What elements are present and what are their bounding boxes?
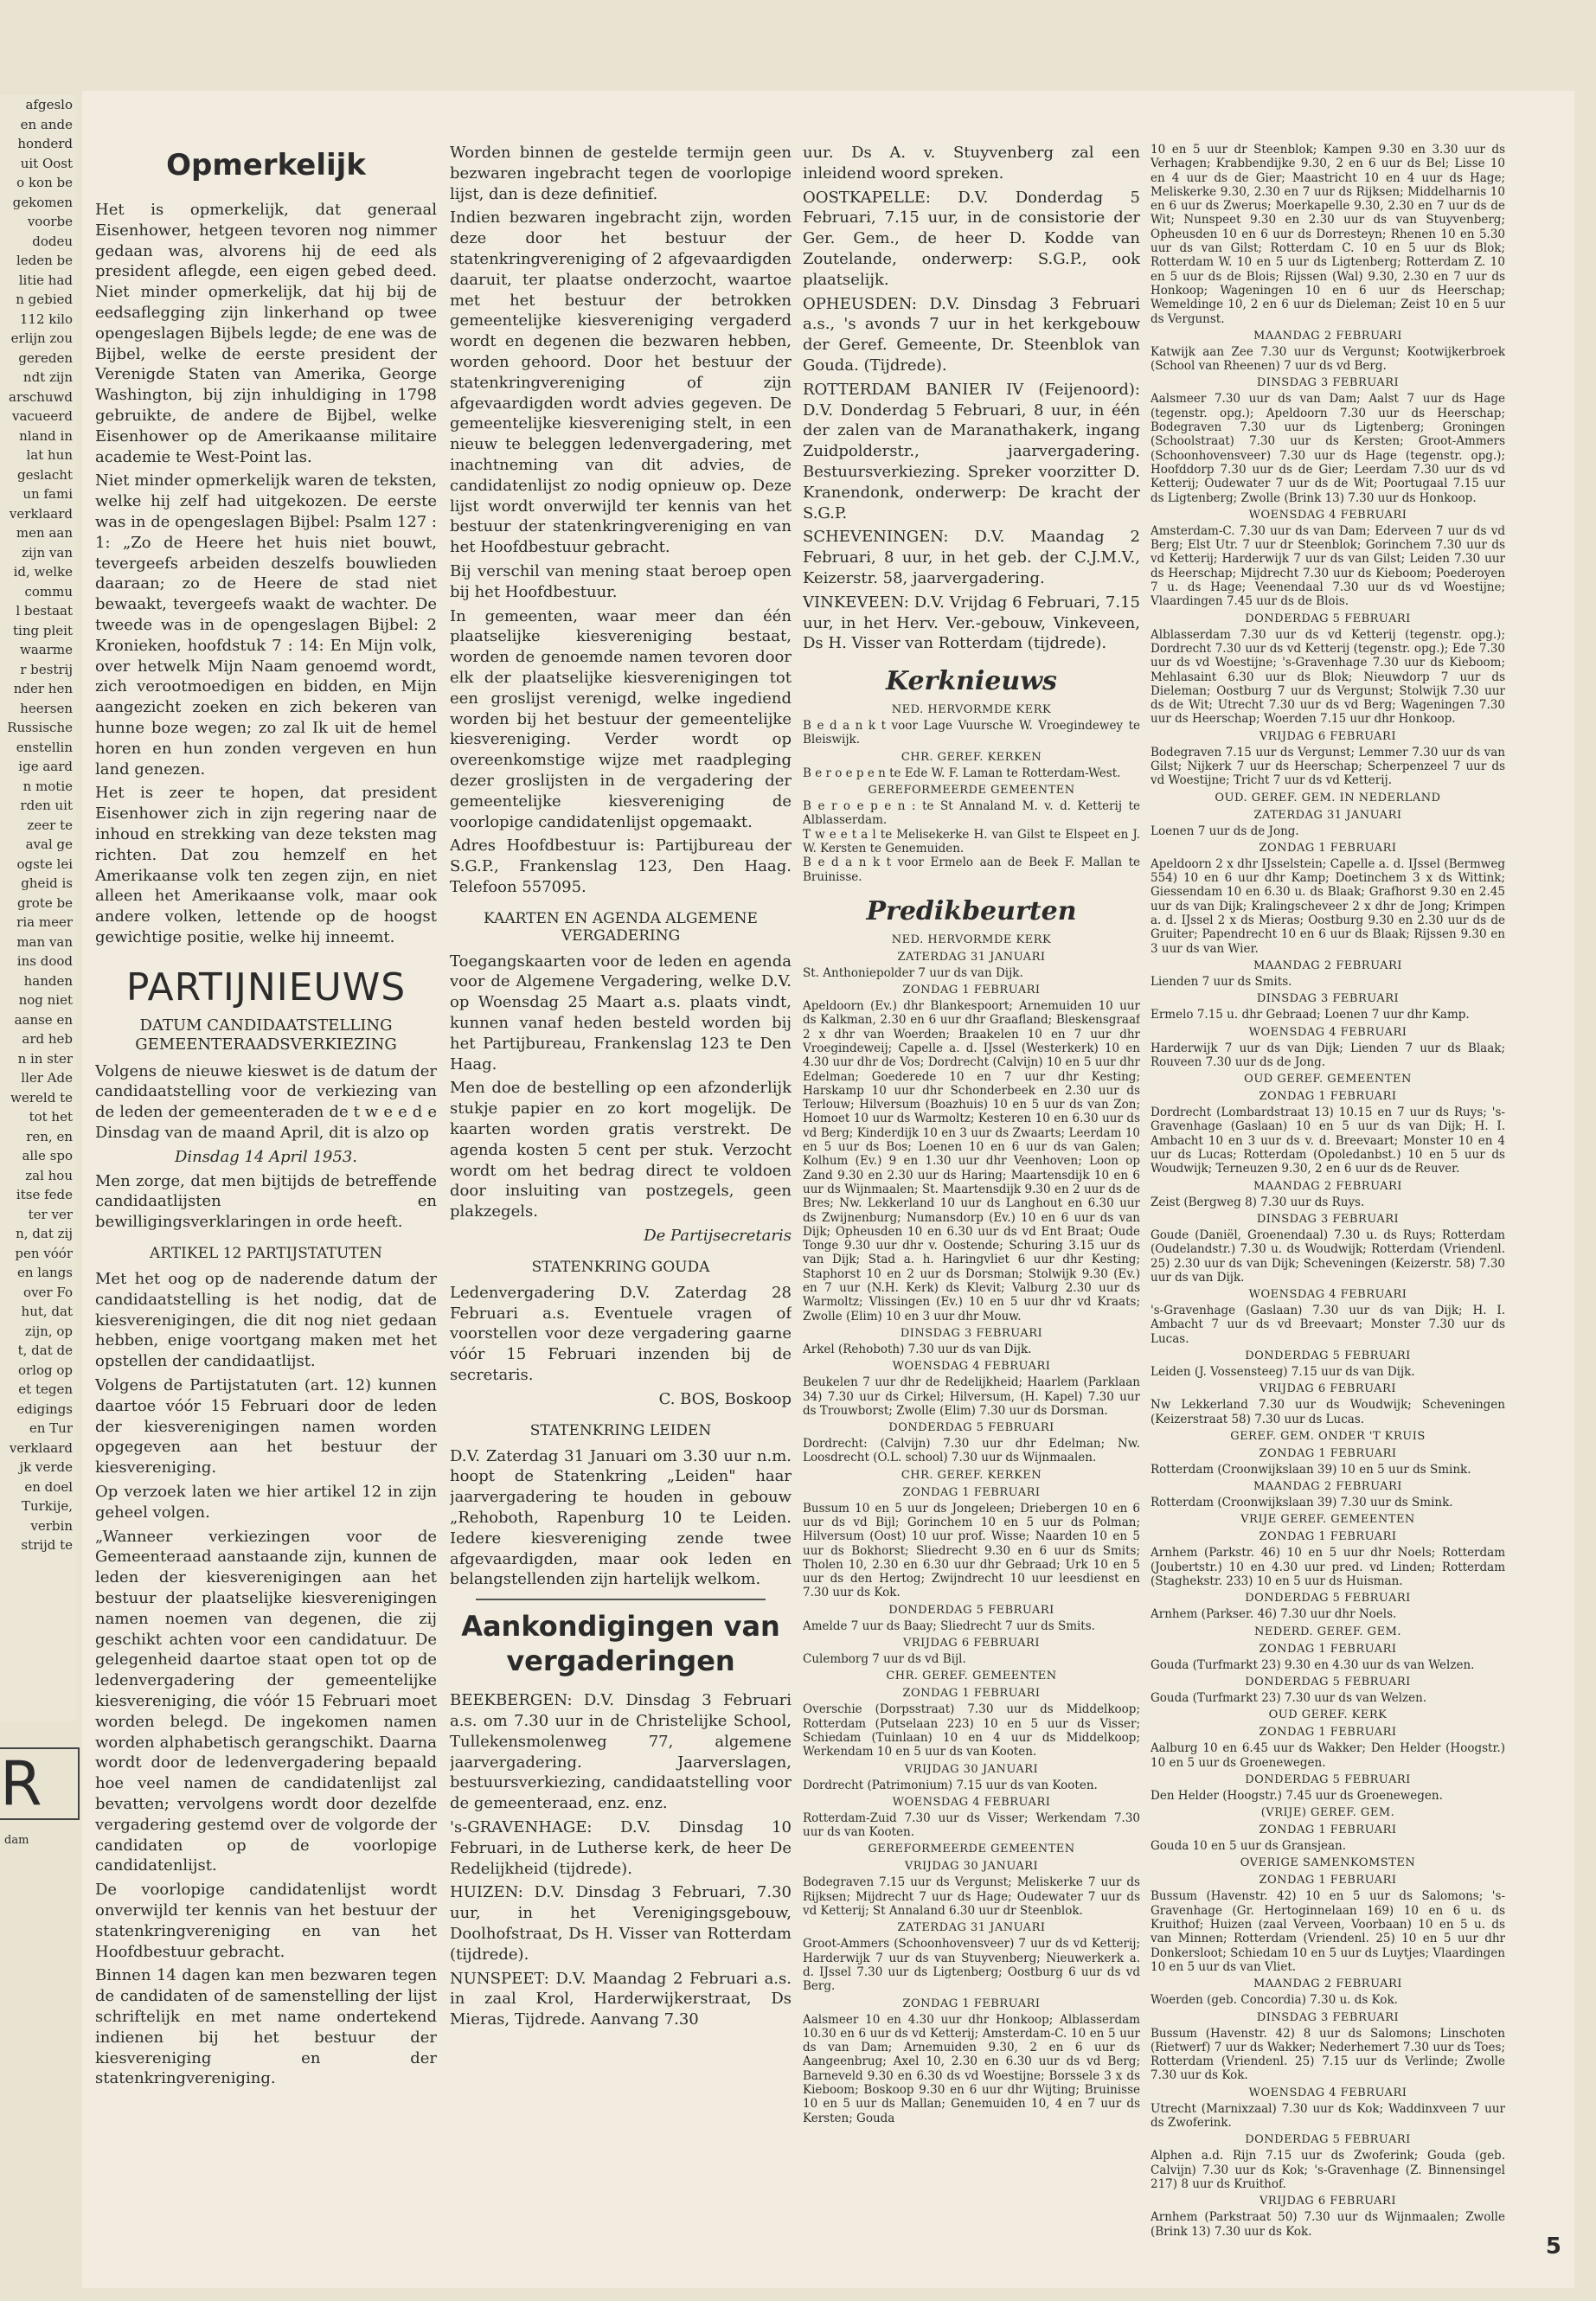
listing-heading: ZONDAG 1 FEBRUARI (902, 1997, 1041, 2010)
paragraph: Men zorge, dat men bijtijds de betreffende candidaatlijsten en bewilligingsverklaringen in orde heeft. (95, 1171, 437, 1232)
listing-heading: DINSDAG 3 FEBRUARI (1256, 992, 1400, 1006)
edge-text-line: heersen (20, 700, 73, 716)
edge-text-line: gheid is (21, 875, 73, 891)
listing-heading: VRIJE GEREF. GEMEENTEN (1240, 1513, 1415, 1527)
listing-text: St. Anthoniepolder 7 uur ds van Dijk. (803, 965, 1023, 980)
kerknieuws-heading: Kerknieuws (886, 666, 1057, 697)
listing-text: Loenen 7 uur ds de Jong. (1151, 824, 1299, 838)
listing-text: 10 en 5 uur dr Steenblok; Kampen 9.30 en 3.30 uur ds Verhagen; Krabbendijke 9.30, 2 en 6 uur ds Bel; Lisse 10 en 4 uur ds de Gier; Maastricht 10 en 4 uur ds Hage; Meliskerke 9.30, 2.30 en 7 uur ds Rijksen; Middelharnis 10 en 6 uur ds Zwerus; Moerkapelle 9.30, 2.30 en 7 uur ds de Wit; Nunspeet 9.30 en 2.30 uur ds van Stuyvenberg; Opheusden 10 en 6 uur ds Dorresteyn; Rhenen 10 en 5.30 uur ds van Gilst; Rotterdam C. 10 en 5 uur ds Blok; Rotterdam W. 10 en 5 uur ds Ligtenberg; Rotterdam Z. 10 en 5 uur ds de Blois; Rijssen (Wal) 9.30, 2.30 en 7 uur ds Honkoop; Wageningen 10 en 6 uur ds Heerschap; Wemeldinge 10, 2 en 6 uur ds Dieleman; Zeist 10 en 5 uur ds Vergunst. (1151, 143, 1505, 326)
page-number: 5 (1545, 2234, 1561, 2259)
listing-text: Gouda (Turfmarkt 23) 7.30 uur ds van Welzen. (1151, 1690, 1427, 1705)
kaarten-heading: KAARTEN EN AGENDA ALGEMENE VERGADERING (484, 909, 758, 945)
edge-text-line: nder hen (13, 681, 73, 696)
listing-heading: DINSDAG 3 FEBRUARI (900, 1326, 1043, 1340)
edge-text-line: itse fede (16, 1187, 73, 1202)
edge-text-line: ller Ade (21, 1070, 73, 1086)
listing-heading: OUD GEREF. KERK (1268, 1708, 1388, 1722)
listing-heading: ZATERDAG 31 JANUARI (897, 950, 1046, 964)
listing-heading: ZONDAG 1 FEBRUARI (902, 1485, 1041, 1499)
listing-text: Bussum (Havenstr. 42) 10 en 5 uur ds Salomons; 's-Gravenhage (Gr. Hertoginnelaan 169) 10 en 6 u. ds Kruithof; Huizen (zaal Verveen, Voorbaan) 10 en 5 u. ds van Minnen; Rotterdam (Vriendenl. 25) 10 en 5 uur dhr Donkersloot; Schiedam 10 en 5 uur ds Luytjes; Vlaardingen 10 en 5 uur ds van Vliet. (1151, 1889, 1505, 1974)
listing-text: Arnhem (Parkstraat 50) 7.30 uur ds Wijnmaalen; Zwolle (Brink 13) 7.30 uur ds Kok. (1151, 2210, 1505, 2239)
edge-text-line: zeer te (27, 817, 73, 833)
listing-heading: ZONDAG 1 FEBRUARI (1259, 1090, 1397, 1104)
listing-text: Nw Lekkerland 7.30 uur ds Woudwijk; Scheveningen (Keizerstraat 58) 7.30 uur ds Lucas. (1151, 1398, 1505, 1426)
listing-heading: OVERIGE SAMENKOMSTEN (1240, 1856, 1416, 1870)
listing-heading: DONDERDAG 5 FEBRUARI (1245, 612, 1411, 625)
listing-heading: ZATERDAG 31 JANUARI (1253, 808, 1402, 822)
edge-text-line: gereden (18, 349, 73, 366)
listing-text: Dordrecht (Lombardstraat 13) 10.15 en 7 uur ds Ruys; 's-Gravenhage (Gaslaan) 10 en 5 uur ds van Dijk; H. I. Ambacht 10 en 3 uur ds v. d. Breevaart; Monster 10 en 4 uur ds Lucas; Rotterdam (Opoledanbst.) 10 en 5 uur ds Woudwijk; Terneuzen 9.30, 2 en 6 uur ds de Reuver. (1151, 1106, 1505, 1176)
edge-text-line: un fami (22, 486, 73, 502)
edge-text-line: en langs (16, 1265, 73, 1280)
listing-text: Gouda (Turfmarkt 23) 9.30 en 4.30 uur ds van Welzen. (1151, 1657, 1475, 1672)
edge-text-line: grote be (17, 894, 73, 911)
listing-text: Rotterdam-Zuid 7.30 uur ds Visser; Werkendam 7.30 uur ds van Kooten. (803, 1811, 1140, 1840)
listing-text: Aalsmeer 10 en 4.30 uur dhr Honkoop; Alblasserdam 10.30 en 6 uur ds vd Ketterij; Amsterdam-C. 10 en 5 uur ds van Dam; Arnemuiden 9.30, 2 en 6 uur ds Aangeenbrug; Axel 10, 2.30 en 6.30 uur ds vd Berg; Barneveld 9.30 en 6.30 ds vd Woestijne; Borssele 3 x ds Kieboom; Boskoop 9.30 en 6 uur dhr Wijting; Bruinisse 10 en 5 uur ds Mallan; Genemuiden 10, 4 en 7 uur ds Kersten; Gouda (803, 2012, 1140, 2125)
listing-text: Alphen a.d. Rijn 7.15 uur ds Zwoferink; Gouda (geb. Calvijn) 7.30 uur ds Kok; 's-Gravenhage (Z. Binnensingel 217) 8 uur ds Kruithof. (1151, 2149, 1505, 2191)
paragraph: Binnen 14 dagen kan men bezwaren tegen de candidaten of de samenstelling der lijst schriftelijk en met name ondertekend indienen bij het bestuur der kiesvereniging en der statenkringvereniging. (95, 1966, 437, 2088)
edge-text-line: ige aard (18, 759, 73, 774)
artikel-heading: ARTIKEL 12 PARTIJSTATUTEN (150, 1245, 382, 1263)
paragraph: Met het oog op de naderende datum der candidaatstelling is het nodig, dat de kiesverenigingen, die dit nog niet gedaan hebben, enige voortgang maken met het opstellen der candidaatlijst. (95, 1270, 437, 1371)
ad-fragment-letter: R (0, 1747, 80, 1820)
listing-text: 's-Gravenhage (Gaslaan) 7.30 uur ds van Dijk; H. I. Ambacht 7 uur ds vd Breevaart; Monster 7.30 uur ds Lucas. (1151, 1304, 1505, 1346)
paragraph: BEEKBERGEN: D.V. Dinsdag 3 Februari a.s. om 7.30 uur in de Christelijke School, Tullekensmolenweg 77, algemene jaarvergadering. Jaarverslagen, bestuursverkiezing, candidaatstelling voor de gemeenteraad, enz. enz. (450, 1691, 792, 1813)
listing-text: Amelde 7 uur ds Baay; Sliedrecht 7 uur ds Smits. (803, 1618, 1095, 1633)
listing-heading: ZONDAG 1 FEBRUARI (1259, 1642, 1397, 1656)
listing-text: Overschie (Dorpsstraat) 7.30 uur ds Middelkoop; Rotterdam (Putselaan 223) 10 en 5 uur ds Visser; Schiedam (Tuinlaan) 10 en 4 uur ds Middelkoop; Werkendam 10 en 5 uur ds van Kooten. (803, 1702, 1140, 1759)
listing-text: Arnhem (Parkser. 46) 7.30 uur dhr Noels. (1151, 1607, 1397, 1622)
edge-text-line: afgeslo (25, 97, 73, 112)
listing-heading: MAANDAG 2 FEBRUARI (1253, 1480, 1402, 1494)
listing-heading: ZONDAG 1 FEBRUARI (1259, 1726, 1397, 1740)
column-2 (450, 143, 792, 2034)
listing-heading: MAANDAG 2 FEBRUARI (1253, 329, 1402, 343)
edge-text-line: honderd (17, 136, 73, 151)
edge-text-line: erlijn zou (10, 330, 73, 346)
edge-text-line: litie had (18, 272, 73, 288)
paragraph: uur. Ds A. v. Stuyvenberg zal een inleidend woord spreken. (803, 144, 1140, 183)
listing-text: Utrecht (Marnixzaal) 7.30 uur ds Kok; Waddinxveen 7 uur ds Zwoferink. (1151, 2101, 1505, 2131)
listing-heading: WOENSDAG 4 FEBRUARI (1248, 508, 1407, 522)
listing-heading: DONDERDAG 5 FEBRUARI (1245, 1675, 1411, 1689)
listing-text: Bodegraven 7.15 uur ds Vergunst; Lemmer 7.30 uur ds van Gilst; Nijkerk 7 uur ds Heerschap; Scherpenzeel 7 uur ds vd Woestijne; Tricht 7 uur ds vd Ketterij. (1151, 745, 1505, 788)
listing-heading: ZATERDAG 31 JANUARI (897, 1921, 1046, 1935)
listing-heading: GEREF. GEM. ONDER 'T KRUIS (1230, 1429, 1426, 1443)
column-3 (803, 143, 1140, 2125)
edge-text-line: en Tur (29, 1420, 73, 1436)
edge-text-line: ndt zijn (22, 369, 73, 385)
listing-text: Lienden 7 uur ds Smits. (1151, 974, 1292, 989)
paragraph: VINKEVEEN: D.V. Vrijdag 6 Februari, 7.15 uur, in het Herv. Ver.-gebouw, Vinkeveen, Ds H. Visser van Rotterdam (tijdrede). (803, 593, 1140, 653)
paragraph: Op verzoek laten we hier artikel 12 in zijn geheel volgen. (95, 1483, 437, 1522)
listing-text: Culemborg 7 uur ds vd Bijl. (803, 1652, 966, 1667)
edge-text-line: o kon be (16, 175, 73, 190)
paragraph: Volgens de Partijstatuten (art. 12) kunnen daartoe vóór 15 Februari door de leden der kiesverenigingen namen worden opgegeven aan het bestuur der kiesvereniging. (95, 1376, 437, 1477)
edge-text-line: lat hun (26, 447, 73, 463)
edge-text-line: man van (16, 933, 73, 950)
listing-heading: GEREFORMEERDE GEMEENTEN (868, 784, 1075, 798)
edge-text-line: jk verde (19, 1459, 73, 1475)
listing-heading: WOENSDAG 4 FEBRUARI (1248, 1025, 1407, 1039)
gouda-signature: C. BOS, Boskoop (658, 1389, 792, 1408)
paragraph: OPHEUSDEN: D.V. Dinsdag 3 Februari a.s., 's avonds 7 uur in het kerkgebouw der Geref. Gemeente, Dr. Steenblok van Gouda. (Tijdrede). (803, 294, 1140, 375)
listing-heading: WOENSDAG 4 FEBRUARI (892, 1360, 1051, 1374)
predikbeurten-list (803, 933, 1140, 2125)
listing-heading: ZONDAG 1 FEBRUARI (1259, 1874, 1397, 1888)
edge-text-line: n gebied (16, 292, 73, 307)
predikbeurten-heading: Predikbeurten (866, 895, 1077, 926)
listing-text: Rotterdam (Croonwijkslaan 39) 10 en 5 uur ds Smink. (1151, 1462, 1471, 1477)
listing-heading: WOENSDAG 4 FEBRUARI (892, 1795, 1051, 1809)
paragraph: 's-GRAVENHAGE: D.V. Dinsdag 10 Februari, in de Lutherse kerk, de heer De Redelijkheid (tijdrede). (450, 1817, 792, 1878)
listing-heading: CHR. GEREF. KERKEN (901, 750, 1042, 764)
listing-text: Ermelo 7.15 u. dhr Gebraad; Loenen 7 uur dhr Kamp. (1151, 1008, 1470, 1022)
announcements-continued (803, 143, 1140, 654)
listing-heading: DONDERDAG 5 FEBRUARI (888, 1421, 1054, 1435)
edge-text-line: orlog op (17, 1362, 73, 1378)
paragraph: De voorlopige candidatenlijst wordt onverwijld ter kennis van het bestuur der statenkringvereniging en van het Hoofdbestuur gebracht. (95, 1881, 437, 1961)
listing-heading: DINSDAG 3 FEBRUARI (1256, 2010, 1400, 2024)
listing-text: Dordrecht (Patrimonium) 7.15 uur ds van Kooten. (803, 1778, 1098, 1792)
listing-heading: ZONDAG 1 FEBRUARI (902, 1687, 1041, 1701)
opmerkelijk-heading: Opmerkelijk (166, 148, 366, 183)
edge-text-line: voorbe (27, 214, 73, 229)
edge-text-line: ria meer (16, 914, 73, 930)
listing-text: B e d a n k t voor Ermelo aan de Beek F. Mallan te Bruinisse. (803, 856, 1140, 884)
edge-text-line: n motie (22, 778, 73, 794)
edge-text-line: strijd te (21, 1537, 73, 1553)
column-1 (95, 143, 437, 2093)
paragraph: ROTTERDAM BANIER IV (Feijenoord): D.V. Donderdag 5 Februari, 8 uur, in één der zalen van de Maranathakerk, ingang Zuidpolderstr., jaarvergadering. Bestuursverkiezing. Spreker voorzitter D. Kranendonk, onderwerp: De kracht der S.G.P. (803, 380, 1140, 522)
edge-text-line: waarme (20, 642, 73, 657)
gouda-heading: STATENKRING GOUDA (531, 1258, 710, 1276)
listing-text: Goude (Daniël, Groenendaal) 7.30 u. ds Ruys; Rotterdam (Oudelandstr.) 7.30 u. ds Woudwijk; Rotterdam (Vriendenl. 25) 2.30 uur ds van Dijk; Scheveningen (Keizerstr. 58) 7.30 uur ds van Dijk. (1151, 1227, 1505, 1285)
listing-heading: DONDERDAG 5 FEBRUARI (1245, 1349, 1411, 1362)
listing-text: Aalburg 10 en 6.45 uur ds Wakker; Den Helder (Hoogstr.) 10 en 5 uur ds Groenewegen. (1151, 1741, 1505, 1770)
listing-heading: MAANDAG 2 FEBRUARI (1253, 1179, 1402, 1193)
listing-text: Zeist (Bergweg 8) 7.30 uur ds Ruys. (1151, 1195, 1365, 1209)
paragraph: SCHEVENINGEN: D.V. Maandag 2 Februari, 8 uur, in het geb. der C.J.M.V., Keizerstr. 58, jaarvergadering. (803, 528, 1140, 587)
listing-heading: ZONDAG 1 FEBRUARI (1259, 841, 1397, 855)
listing-text: B e r o e p e n : te St Annaland M. v. d. Ketterij te Alblasserdam. (803, 799, 1140, 828)
aankondigingen-heading: Aankondigingen van vergaderingen (461, 1610, 780, 1678)
paragraph: HUIZEN: D.V. Dinsdag 3 Februari, 7.30 uur, in het Verenigingsgebouw, Doolhofstraat, Ds H. Visser van Rotterdam (tijdrede). (450, 1883, 792, 1964)
datum-date: Dinsdag 14 April 1953. (174, 1147, 358, 1166)
listing-heading: DONDERDAG 5 FEBRUARI (1245, 1772, 1411, 1786)
paragraph: NUNSPEET: D.V. Maandag 2 Februari a.s. in zaal Krol, Harderwijkerstraat, Ds Mieras, Tijdrede. Aanvang 7.30 (450, 1969, 792, 2029)
listing-heading: VRIJDAG 6 FEBRUARI (1259, 729, 1396, 743)
edge-text-line: Turkije, (21, 1498, 73, 1514)
paragraph: Toegangskaarten voor de leden en agenda voor de Algemene Vergadering, welke D.V. op Woensdag 25 Maart a.s. plaats vindt, kunnen vanaf heden besteld worden bij het Partijbureau, Frankenslag 123 te Den Haag. (450, 952, 792, 1074)
edge-text-line: en ande (20, 116, 73, 132)
edge-text-line: rden uit (20, 798, 73, 813)
edge-text-line: id, welke (13, 564, 73, 580)
ad-fragment-text: dam (4, 1834, 29, 1847)
listing-heading: WOENSDAG 4 FEBRUARI (1248, 1288, 1407, 1302)
listing-text: Katwijk aan Zee 7.30 uur ds Vergunst; Kootwijkerbroek (School van Rheenen) 7 uur ds vd Berg. (1151, 344, 1505, 374)
listing-text: Aalsmeer 7.30 uur ds van Dam; Aalst 7 uur ds Hage (tegenstr. opg.); Apeldoorn 7.30 uur ds Heerschap; Bodegraven 7.30 uur ds Ligtenberg; Groningen (Schoolstraat) 7.30 uur ds Kersten; Groot-Ammers (Schoonhovensveer) 7.30 uur ds Hage (tegenstr. opg.); Hoofddorp 7.30 uur ds de Gier; Leerdam 7.30 uur ds vd Ketterij; Oudewater 7 uur ds de Wit; Poortugaal 7.15 uur ds Ligtenberg; Zwolle (Brink 13) 7.30 uur ds Honkoop. (1151, 392, 1505, 505)
listing-text: Arnhem (Parkstr. 46) 10 en 5 uur dhr Noels; Rotterdam (Joubertstr.) 10 en 4.30 uur pred. vd Linden; Rotterdam (Staghekstr. 233) 10 en 5 uur ds Huisman. (1151, 1546, 1505, 1589)
edge-text-line: hut, dat (21, 1304, 73, 1319)
divider (476, 1599, 766, 1600)
edge-text-line: verbin (30, 1517, 73, 1534)
edge-text-line: verklaard (9, 505, 73, 522)
listing-text: Bussum 10 en 5 uur ds Jongeleen; Driebergen 10 en 6 uur ds vd Bijl; Gorinchem 10 en 5 uur ds Polman; Hilversum (Oost) 10 uur prof. Wisse; Naarden 10 en 5 uur ds Bokhorst; Sliedrecht 9.30 en 6 uur ds Smits; Tholen 10, 2.30 en 6.30 uur dhr Gebraad; Urk 10 en 5 uur ds den Hertog; Zwijndrecht 10 uur leesdienst en 7.30 uur ds Kok. (803, 1501, 1140, 1600)
listing-heading: WOENSDAG 4 FEBRUARI (1248, 2086, 1407, 2099)
listing-heading: VRIJDAG 30 JANUARI (904, 1762, 1039, 1776)
kerknieuws-list (803, 703, 1140, 884)
partijnieuws-heading: PARTIJNIEUWS (125, 965, 407, 1009)
edge-text-line: aval ge (25, 836, 73, 852)
edge-text-line: edigings (16, 1400, 73, 1417)
paragraph: Adres Hoofdbestuur is: Partijbureau der S.G.P., Frankenslag 123, Den Haag. Telefoon 557095. (450, 836, 792, 896)
listing-heading: DONDERDAG 5 FEBRUARI (1245, 1592, 1411, 1606)
listing-heading: NED. HERVORMDE KERK (891, 933, 1052, 946)
edge-text-line: ard heb (22, 1031, 73, 1047)
leiden-heading: STATENKRING LEIDEN (529, 1421, 712, 1439)
paragraph: OOSTKAPELLE: D.V. Donderdag 5 Februari, 7.15 uur, in de consistorie der Ger. Gem., de heer D. Kodde van Zoutelande, onderwerp: S.G.P., ook plaatselijk. (803, 188, 1140, 289)
announcements-list (450, 1690, 792, 2030)
listing-heading: (VRIJE) GEREF. GEM. (1260, 1806, 1395, 1820)
listing-heading: CHR. GEREF. KERKEN (901, 1468, 1042, 1482)
listing-text: B e d a n k t voor Lage Vuursche W. Vroegindewey te Bleiswijk. (803, 719, 1140, 747)
listing-text: Gouda 10 en 5 uur ds Gransjean. (1151, 1839, 1347, 1854)
edge-text-line: alle spo (22, 1148, 73, 1163)
listing-text: Bodegraven 7.15 uur ds Vergunst; Meliskerke 7 uur ds Rijksen; Mijdrecht 7 uur ds Hage; Oudewater 7 uur ds vd Ketterij; St Annaland 6.30 uur dr Steenblok. (803, 1875, 1140, 1919)
listing-heading: ZONDAG 1 FEBRUARI (1259, 1823, 1397, 1837)
listing-text: Beukelen 7 uur dhr de Redelijkheid; Haarlem (Parklaan 34) 7.30 uur ds Cirkel; Hilversum, (H. Kapel) 7.30 uur ds Trouwborst; Zwolle (Elim) 7.30 uur ds Dorsman. (803, 1375, 1140, 1418)
edge-text-line: ter ver (28, 1206, 73, 1222)
paragraph: „Wanneer verkiezingen voor de Gemeenteraad aanstaande zijn, kunnen de leden der kiesverenigingen aan het bestuur der plaatselijke kiesverenigingen namen noemen van degenen, die zij geschikt achten voor een candidatuur. De gelegenheid daartoe staat open tot op de ledenvergadering der gemeentelijke kiesvereniging, die vóór 15 Februari moet worden belegd. De ingekomen namen worden alphabetisch gerangschikt. Daarna wordt door de ledenvergadering bepaald hoe veel namen de candidatenlijst zal bevatten; vervolgens wordt door dezelfde vergadering gestemd over de volgorde der candidaten op de voorlopige candidatenlijst. (95, 1527, 437, 1875)
edge-text-line: t, dat de (17, 1343, 73, 1358)
listing-text: Den Helder (Hoogstr.) 7.45 uur ds Groenewegen. (1151, 1788, 1443, 1803)
column-4-predikbeurten (1151, 143, 1505, 2239)
listing-heading: DONDERDAG 5 FEBRUARI (1245, 2133, 1411, 2147)
edge-text-line: geslacht (16, 466, 73, 483)
edge-text-line: leden be (16, 253, 73, 268)
listing-text: Bussum (Havenstr. 42) 8 uur ds Salomons; Linschoten (Rietwerf) 7 uur ds Wakker; Nederhemert 7.30 uur ds Toes; Rotterdam (Vriendenl. 25) 7.15 uur ds Verlinde; Zwolle 7.30 uur ds Kok. (1151, 2026, 1505, 2083)
listing-text: Dordrecht: (Calvijn) 7.30 uur dhr Edelman; Nw. Loosdrecht (O.L. school) 7.30 uur ds Wijnmaalen. (803, 1437, 1140, 1465)
listing-heading: NEDERD. GEREF. GEM. (1253, 1625, 1402, 1638)
listing-text: Woerden (geb. Concordia) 7.30 u. ds Kok. (1151, 1993, 1398, 2008)
edge-text-line: uit Oost (20, 155, 73, 171)
paragraph: Volgens de nieuwe kieswet is de datum der candidaatstelling voor de verkiezing van de leden der gemeenteraden de t w e e d e Dinsdag van de maand April, dit is alzo op (95, 1061, 437, 1143)
edge-text-line: commu (24, 583, 73, 599)
listing-text: Amsterdam-C. 7.30 uur ds van Dam; Ederveen 7 uur ds vd Berg; Elst Utr. 7 uur dr Steenblok; Gorinchem 7.30 uur ds vd Ketterij; Harderwijk 7 uur ds van Gilst; Leiden 7.30 uur ds Heerschap; Mijdrecht 7.30 uur ds Kieboom; Poederoyen 7 u. ds Hage; Veenendaal 7.30 uur ds vd Woestijne; Vlaardingen 7.45 uur ds de Blois. (1151, 523, 1505, 609)
paragraph: In gemeenten, waar meer dan één plaatselijke kiesvereniging bestaat, worden de genoemde namen tevoren door elk der plaatselijke kiesverenigingen tot een groslijst verenigd, welke ingediend worden bij het bestuur der gemeentelijke kiesvereniging. Verder wordt op overeenkomstige wijze met raadpleging dezer groslijsten in de vergadering der gemeentelijke kiesvereniging de voorlopige candidatenlijst opgemaakt. (450, 606, 792, 831)
paragraph: Indien bezwaren ingebracht zijn, worden deze door het bestuur der statenkringvereniging of 2 afgevaardigden daaruit, ter plaatse onderzocht, waartoe met het bestuur der betrokken gemeentelijke kiesvereniging vergaderd wordt en degenen die bezwaren hebben, worden gehoord. Door het bestuur der statenkringvereniging of zijn afgevaardigden wordt advies gegeven. De gemeentelijke kiesvereniging stelt, in een nieuw te beleggen ledenvergadering, met inachtneming van dit advies, de candidatenlijst zo nodig opnieuw op. Deze lijst wordt onverwijld ter kennis van het bestuur der statenkringvereniging en van het Hoofdbestuur gebracht. (450, 208, 792, 557)
listing-text: Arkel (Rehoboth) 7.30 uur ds van Dijk. (803, 1342, 1032, 1356)
edge-text-line: 112 kilo (19, 311, 73, 327)
edge-text-line: n, dat zij (16, 1226, 73, 1241)
edge-text-line: dodeu (32, 233, 73, 249)
listing-text: Rotterdam (Croonwijkslaan 39) 7.30 uur ds Smink. (1151, 1496, 1453, 1510)
paragraph: Het is zeer te hopen, dat president Eisenhower zich in zijn regering naar de inhoud en strekking van deze teksten mag richten. Dat zou hemzelf en het Amerikaanse volk ten zegen zijn, en niet alleen het Amerikaanse volk, maar ook andere volken, lettende op de hoogst gewichtige positie, welke hij inneemt. (95, 784, 437, 946)
leiden-text: D.V. Zaterdag 31 Januari om 3.30 uur n.m. hoopt de Statenkring „Leiden" haar jaarvergadering te houden in gebouw „Rehoboth, Rapenburg 10 te Leiden. Iedere kiesvereniging zende twee afgevaardigden, maar ook leden en belangstellenden zijn hartelijk welkom. (450, 1446, 792, 1589)
datum-text (95, 1061, 437, 1144)
edge-text-line: ins dood (16, 953, 73, 969)
edge-text-line: aanse en (14, 1011, 73, 1028)
edge-text-line: zal hou (25, 1167, 73, 1183)
listing-text: Alblasserdam 7.30 uur ds vd Ketterij (tegenstr. opg.); Dordrecht 7.30 uur ds vd Ketterij (tegenstr. opg.); Ede 7.30 uur ds vd Woestijne; 's-Gravenhage 7.30 uur ds Kieboom; Mehlasaint 6.30 uur ds Blok; Nieuwdorp 7 uur ds Dieleman; Oostburg 7 uur ds Vergunst; Stolwijk 7.30 uur ds de Wit; Utrecht 7.30 uur ds vd Berg; Wageningen 7.30 uur ds Heerschap; Woerden 7.15 uur dhr Honkoop. (1151, 627, 1505, 727)
edge-text-line: ogste lei (16, 856, 73, 872)
listing-heading: DONDERDAG 5 FEBRUARI (888, 1603, 1054, 1617)
listing-heading: NED. HERVORMDE KERK (891, 703, 1052, 717)
partijsecretaris-signature: De Partijsecretaris (644, 1227, 792, 1246)
listing-text: T w e e t a l te Melisekerke H. van Gilst te Elspeet en J. W. Kersten te Genemuiden. (803, 827, 1140, 856)
datum-text-2 (95, 1171, 437, 1233)
listing-heading: OUD. GEREF. GEM. IN NEDERLAND (1215, 791, 1441, 804)
edge-text-line: l bestaat (16, 603, 73, 619)
artikel-continued (450, 143, 792, 898)
edge-text-line: wereld te (10, 1089, 73, 1106)
edge-text-line: gekomen (12, 194, 73, 210)
paragraph: Bij verschil van mening staat beroep open bij het Hoofdbestuur. (450, 561, 792, 601)
paragraph: Niet minder opmerkelijk waren de teksten, welke hij zelf had uitgekozen. De eerste was in de opengeslagen Bijbel: Psalm 127 : 1: „Zo de Heere het huis niet bouwt, tevergeefs arbeiden deszelfs bouwlieden daaraan; zo de Heere de stad niet bewaakt, tevergeefs waakt de wachter. De tweede was in de opengeslagen Bijbel: 2 Kronieken, hoofdstuk 7 : 14: En Mijn volk, over hetwelk Mijn Naam genoemd wordt, zich verootmoedigen en bidden, en Mijn aangezicht zoeken en zich bekeren van hunne boze wegen; zo zal Ik uit de hemel horen en hun zonden vergeven en hun land genezen. (95, 471, 437, 779)
listing-heading: DINSDAG 3 FEBRUARI (1256, 1212, 1400, 1226)
edge-text-line: over Fo (23, 1284, 73, 1300)
datum-subheading: DATUM CANDIDAATSTELLING GEMEENTERAADSVERKIEZING (135, 1016, 397, 1054)
kaarten-text (450, 952, 792, 1222)
listing-heading: ZONDAG 1 FEBRUARI (1259, 1530, 1397, 1544)
listing-heading: MAANDAG 2 FEBRUARI (1253, 958, 1402, 972)
listing-text: B e r o e p e n te Ede W. F. Laman te Rotterdam-West. (803, 766, 1121, 780)
edge-text-line: nog niet (18, 992, 73, 1008)
edge-text-line: verklaard (9, 1439, 73, 1456)
listing-heading: VRIJDAG 6 FEBRUARI (1259, 1382, 1396, 1396)
edge-text-line: men aan (16, 525, 73, 541)
edge-text-line: zijn van (22, 544, 73, 561)
edge-text-line: zijn, op (24, 1323, 73, 1339)
listing-heading: VRIJDAG 6 FEBRUARI (1259, 2195, 1396, 2208)
edge-text-line: tot het (29, 1109, 73, 1125)
listing-heading: ZONDAG 1 FEBRUARI (902, 984, 1041, 997)
listing-heading: DINSDAG 3 FEBRUARI (1256, 376, 1400, 390)
edge-text-line: r bestrij (20, 661, 73, 677)
listing-text: Leiden (J. Vossensteeg) 7.15 uur ds van Dijk. (1151, 1365, 1415, 1379)
edge-text-line: ren, en (26, 1128, 73, 1144)
edge-text-line: nland in (19, 427, 73, 444)
listing-text: Apeldoorn (Ev.) dhr Blankespoort; Arnemuiden 10 uur ds Kalkman, 2.30 en 6 uur dhr Graafland; Bleskensgraaf 2 x dhr van Woerden; Braakelen 10 en 7 uur dhr Vroegindeweij; Capelle a. d. IJssel (Westerkerk) 10 en 4.30 uur dhr de Vos; Dordrecht (Calvijn) 10 en 5 uur dhr Edelman; Goederede 10 en 7 uur dhr Kesting; Harskamp 10 uur dhr Schonderbeek en 2.30 uur ds Terlouw; Hilversum (Boazhuis) 10 en 5 uur ds van Zon; Homoet 10 uur ds Warmoltz; Kesteren 10 en 6.30 uur ds vd Berg; Kinderdijk 10 en 3 uur ds Zwaarts; Leerdam 10 en 5 uur ds Bos; Loenen 10 en 6 uur ds van Galen; Kolhum (Ev.) 9 en 1.30 uur dhr Veenhoven; Loon op Zand 9.30 en 2.30 uur ds Haring; Maartensdijk 10 en 6 uur ds Wijnmaalen; St. Maartensdijk 9.30 en 2 uur ds de Bres; Nw. Lekkerland 10 uur ds Langhout en 6.30 uur ds Zwijnenburg; Numansdorp (Ev.) 10 en 6 uur ds van Dijk; Opheusden 10 en 6.30 uur ds vd Ent Braat; Oude Tonge 9.30 uur dhr v. Oostende; Schuring 3.15 uur ds van Dijk; Stad a. h. Haringvliet 6 uur dhr Kesting; Staphorst 10 en 2 uur ds Dorsman; Stolwijk 9.30 (Ev.) en 7 uur (N.H. Kerk) ds Klevit; Valburg 2.30 uur ds Warmoltz; Vlissingen (Ev.) 10 en 5 uur dhr vd Kraats; Zwolle (Elim) 10 en 3 uur dhr Mouw. (803, 999, 1140, 1324)
edge-text-line: handen (23, 972, 73, 989)
paragraph: Het is opmerkelijk, dat generaal Eisenhower, hetgeen tevoren nog nimmer gedaan was, alvorens hij de eed als president aflegde, een eigen gebed deed. Niet minder opmerkelijk, dat hij bij de eedsaflegging zijn linkerhand op twee opengeslagen Bijbels legde; de ene was de Bijbel, welke de eerste president der Verenigde Staten van Amerika, George Washington, bij zijn inhuldiging in 1798 gebruikte, de andere de Bijbel, welke Eisenhower op de Amerikaanse militaire academie te West-Point las. (95, 201, 437, 466)
edge-text-line: arschuwd (9, 388, 73, 405)
edge-text-line: Russische (7, 720, 73, 735)
artikel-text (95, 1269, 437, 2089)
edge-text-line: vacueerd (11, 408, 73, 424)
listing-heading: VRIJDAG 30 JANUARI (904, 1860, 1039, 1874)
edge-text-line: en doel (24, 1478, 73, 1495)
listing-text: Apeldoorn 2 x dhr IJsselstein; Capelle a. d. IJssel (Bermweg 554) 10 en 6 uur dhr Kamp; Doetinchem 3 x ds Wittink; Giessendam 10 en 6.30 u. ds Blaak; Grafhorst 9.30 en 2.45 uur ds van Dijk; Kralingscheveer 2 x dhr de Jong; Krimpen a. d. IJssel 2 x ds Mieras; Oostburg 9.30 en 2.30 uur ds de Gruiter; Papendrecht 10 en 6 uur ds Blaak; Rijssen 9.30 en 3 uur ds van Wier. (1151, 856, 1505, 956)
listing-heading: CHR. GEREF. GEMEENTEN (886, 1670, 1057, 1683)
listing-heading: GEREFORMEERDE GEMEENTEN (868, 1843, 1075, 1856)
edge-text-line: pen vóór (15, 1245, 73, 1261)
paragraph: Worden binnen de gestelde termijn geen bezwaren ingebracht tegen de voorlopige lijst, dan is deze definitief. (450, 144, 792, 203)
listing-heading: VRIJDAG 6 FEBRUARI (903, 1637, 1040, 1650)
listing-heading: OUD GEREF. GEMEENTEN (1244, 1073, 1412, 1086)
listing-heading: ZONDAG 1 FEBRUARI (1259, 1446, 1397, 1460)
paragraph: Men doe de bestelling op een afzonderlijk stukje papier en zo kort mogelijk. De kaarten worden gratis verstrekt. De agenda kosten 5 cent per stuk. Verzocht wordt om het bedrag direct te voldoen door insluiting van postzegels, geen plakzegels. (450, 1079, 792, 1221)
gouda-text: Ledenvergadering D.V. Zaterdag 28 Februari a.s. Eventuele vragen of voorstellen voor deze vergadering gaarne vóór 15 Februari inzenden bij de secretaris. (450, 1283, 792, 1385)
edge-text-line: enstellin (16, 739, 73, 755)
opmerkelijk-article (95, 200, 437, 948)
listing-text: Groot-Ammers (Schoonhovensveer) 7 uur ds vd Ketterij; Harderwijk 7 uur ds van Stuyvenberg; Nieuwerkerk a. d. IJssel 7.30 uur ds Ligtenberg; Oostburg 6 uur ds vd Berg. (803, 1937, 1140, 1994)
listing-text: Harderwijk 7 uur ds van Dijk; Lienden 7 uur ds Blaak; Rouveen 7.30 uur ds de Jong. (1151, 1041, 1505, 1069)
left-page-edge-text (0, 95, 76, 1721)
edge-text-line: n in ster (17, 1050, 73, 1067)
edge-text-line: ting pleit (13, 622, 73, 638)
listing-heading: MAANDAG 2 FEBRUARI (1253, 1977, 1402, 1991)
edge-text-line: et tegen (18, 1381, 73, 1397)
